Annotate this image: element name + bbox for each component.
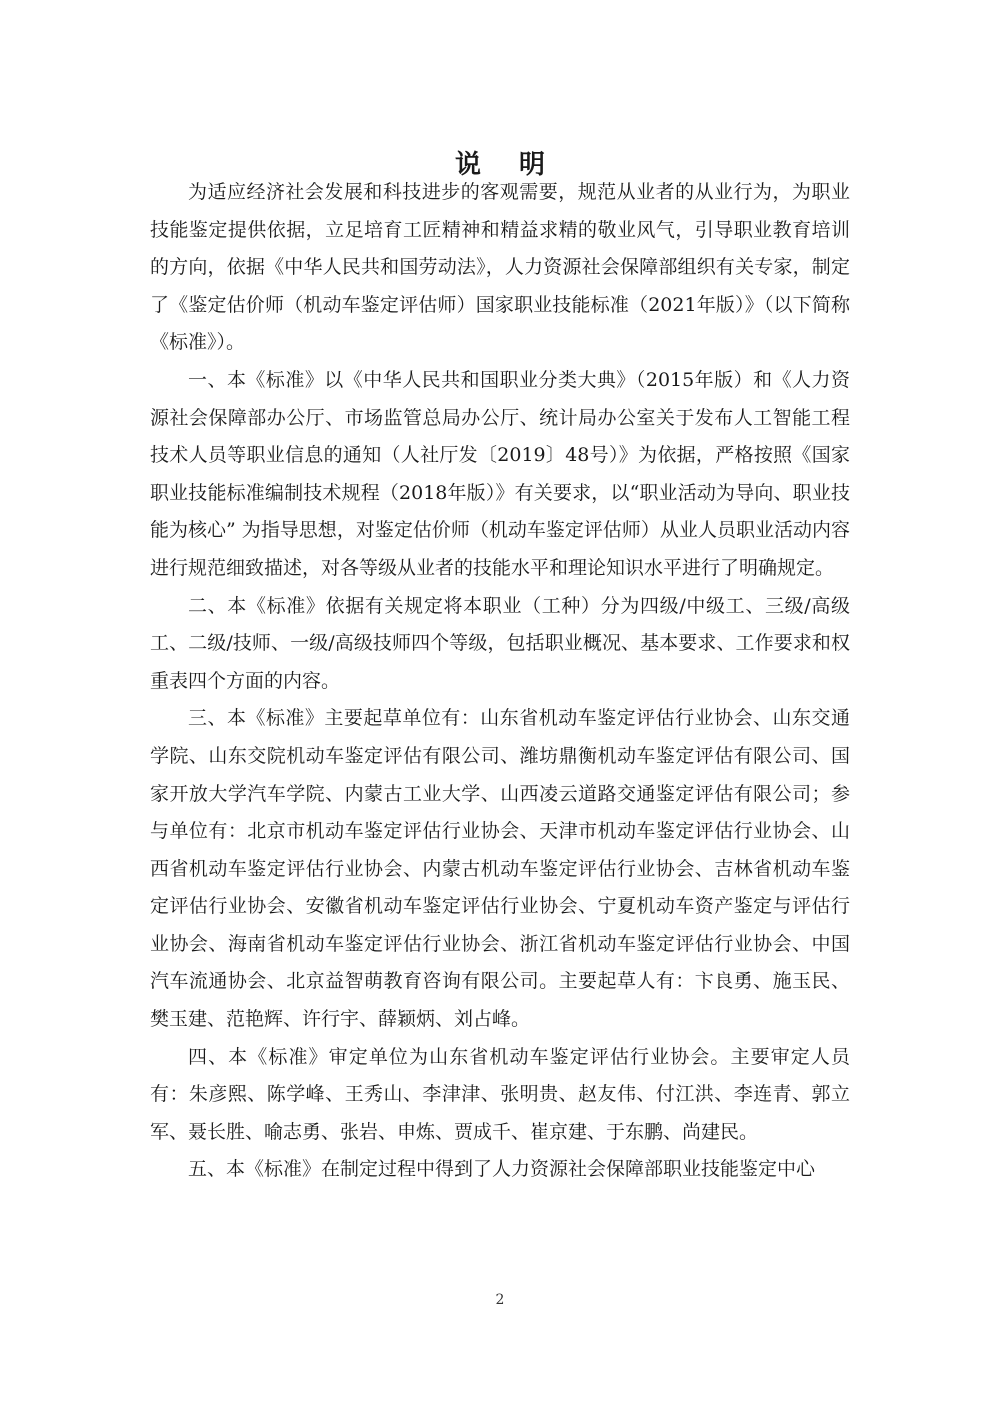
paragraph-1: 一、本《标准》以《中华人民共和国职业分类大典》（2015年版）和《人力资源社会保障部办公厅、市场监管总局办公厅、统计局办公室关于发布人工智能工程技术人员等职业信息的通知（人社厅发〔2019〕48号）》为依据，严格按照《国家职业技能标准编制技术规程（2018年版）》有关要求，以“职业活动为导向、职业技能为核心” 为指导思想，对鉴定估价师（机动车鉴定评估师）从业人员职业活动内容进行规范细致描述，对各等级从业者的技能水平和理论知识水平进行了明确规定。 [150,368,850,579]
page-title: 说明 [454,150,583,181]
page-number: 2 [495,1292,505,1308]
paragraph-3: 三、本《标准》主要起草单位有：山东省机动车鉴定评估行业协会、山东交通学院、山东交院机动车鉴定评估有限公司、潍坊鼎衡机动车鉴定评估有限公司、国家开放大学汽车学院、内蒙古工业大学、山西凌云道路交通鉴定评估有限公司；参与单位有：北京市机动车鉴定评估行业协会、天津市机动车鉴定评估行业协会、山西省机动车鉴定评估行业协会、内蒙古机动车鉴定评估行业协会、吉林省机动车鉴定评估行业协会、安徽省机动车鉴定评估行业协会、宁夏机动车资产鉴定与评估行业协会、海南省机动车鉴定评估行业协会、浙江省机动车鉴定评估行业协会、中国汽车流通协会、北京益智萌教育咨询有限公司。主要起草人有：卞良勇、施玉民、樊玉建、范艳辉、许行宇、薛颖炳、刘占峰。 [150,707,850,1031]
document-body [150,174,850,1189]
paragraph-2: 二、本《标准》依据有关规定将本职业（工种）分为四级/中级工、三级/高级工、二级/技师、一级/高级技师四个等级，包括职业概况、基本要求、工作要求和权重表四个方面的内容。 [150,594,850,692]
paragraph-5: 五、本《标准》在制定过程中得到了人力资源社会保障部职业技能鉴定中心 [188,1158,816,1181]
paragraph-intro: 为适应经济社会发展和科技进步的客观需要，规范从业者的从业行为，为职业技能鉴定提供依据，立足培育工匠精神和精益求精的敬业风气，引导职业教育培训的方向，依据《中华人民共和国劳动法》，人力资源社会保障部组织有关专家，制定了《鉴定估价师（机动车鉴定评估师）国家职业技能标准（2021年版）》（以下简称《标准》）。 [150,181,850,354]
paragraph-4: 四、本《标准》审定单位为山东省机动车鉴定评估行业协会。主要审定人员有：朱彦熙、陈学峰、王秀山、李津津、张明贵、赵友伟、付江洪、李连青、郭立军、聂长胜、喻志勇、张岩、申炼、贾成千、崔京建、于东鹏、尚建民。 [150,1045,850,1143]
